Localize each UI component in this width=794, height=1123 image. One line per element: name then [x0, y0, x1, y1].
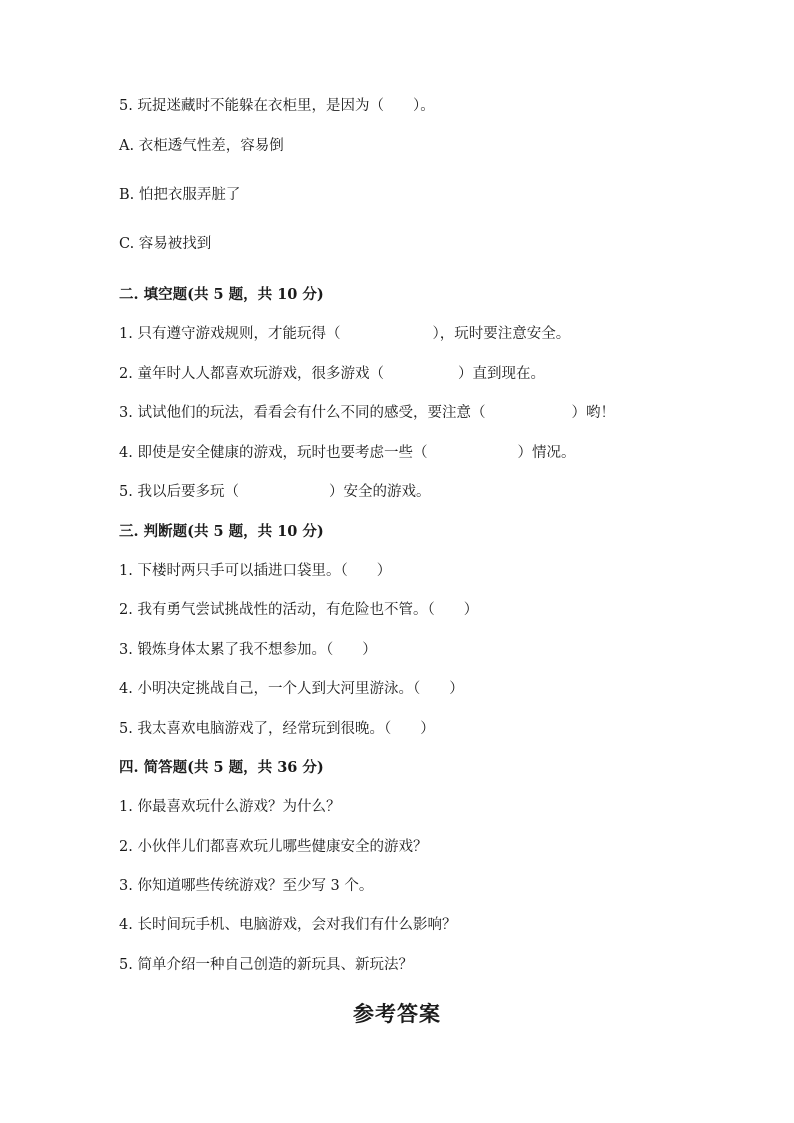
short-question-5: 5. 简单介绍一种自己创造的新玩具、新玩法？ — [119, 957, 413, 973]
option-c: C. 容易被找到 — [119, 236, 212, 252]
short-question-1: 1. 你最喜欢玩什么游戏？为什么？ — [119, 799, 341, 815]
judge-question-4: 4. 小明决定挑战自己，一个人到大河里游泳。（ ） — [119, 681, 464, 697]
fill-question-3: 3. 试试他们的玩法，看看会有什么不同的感受，要注意（ ）哟！ — [119, 405, 615, 421]
option-b: B. 怕把衣服弄脏了 — [119, 187, 241, 203]
fill-question-4: 4. 即使是安全健康的游戏，玩时也要考虑一些（ ）情况。 — [119, 445, 576, 461]
section-2-heading: 二. 填空题(共 5 题，共 10 分) — [119, 286, 324, 303]
section-3-heading: 三. 判断题(共 5 题，共 10 分) — [119, 523, 324, 540]
fill-question-1: 1. 只有遵守游戏规则，才能玩得（ ），玩时要注意安全。 — [119, 326, 571, 342]
judge-question-2: 2. 我有勇气尝试挑战性的活动，有危险也不管。（ ） — [119, 602, 479, 618]
short-question-4: 4. 长时间玩手机、电脑游戏，会对我们有什么影响？ — [119, 917, 457, 933]
judge-question-5: 5. 我太喜欢电脑游戏了，经常玩到很晚。（ ） — [119, 721, 435, 737]
short-question-3: 3. 你知道哪些传统游戏？至少写 3 个。 — [119, 878, 374, 894]
short-question-2: 2. 小伙伴儿们都喜欢玩儿哪些健康安全的游戏？ — [119, 839, 428, 855]
answers-title: 参考答案 — [353, 1001, 441, 1026]
section-4-heading: 四. 简答题(共 5 题，共 36 分) — [119, 759, 324, 776]
judge-question-1: 1. 下楼时两只手可以插进口袋里。（ ） — [119, 563, 392, 579]
fill-question-5: 5. 我以后要多玩（ ）安全的游戏。 — [119, 484, 431, 500]
question-1-5: 5. 玩捉迷藏时不能躲在衣柜里，是因为（ ）。 — [119, 98, 435, 114]
judge-question-3: 3. 锻炼身体太累了我不想参加。（ ） — [119, 642, 377, 658]
option-a: A. 衣柜透气性差，容易倒 — [119, 138, 284, 154]
fill-question-2: 2. 童年时人人都喜欢玩游戏，很多游戏（ ）直到现在。 — [119, 366, 545, 382]
